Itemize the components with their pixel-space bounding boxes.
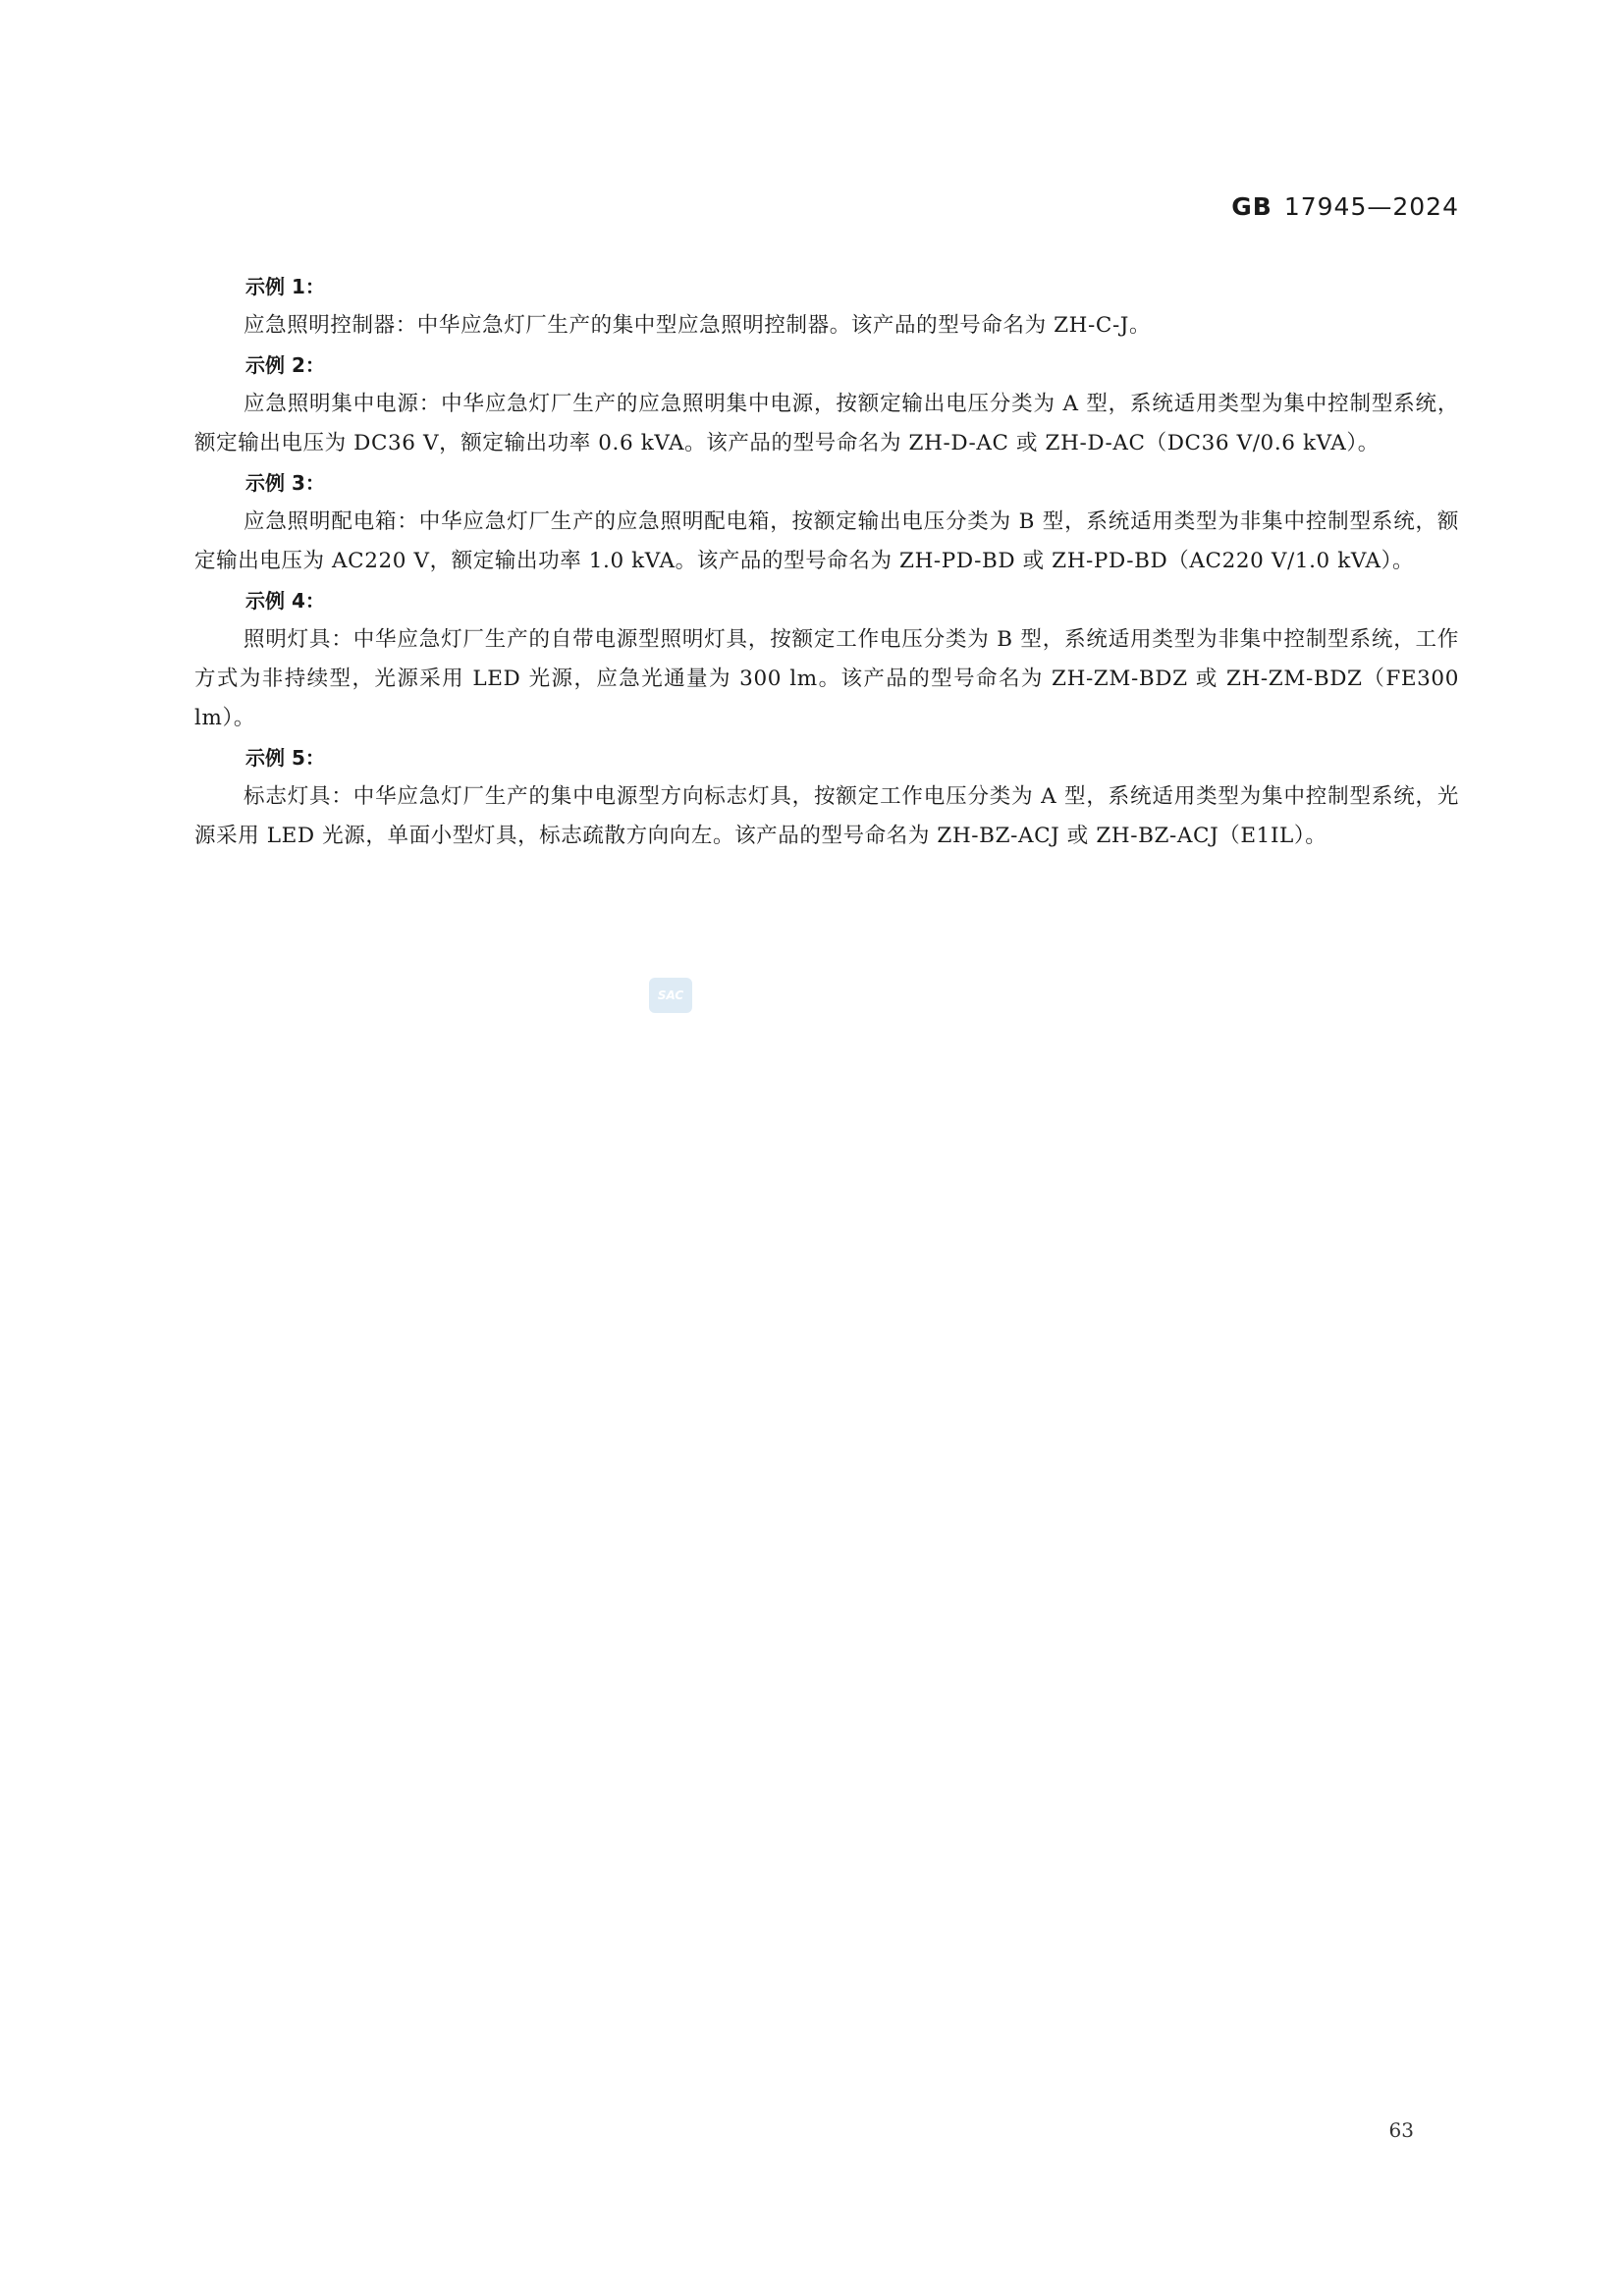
example-text: 照明灯具：中华应急灯厂生产的自带电源型照明灯具，按额定工作电压分类为 B 型，系统适用类型为非集中控制型系统，工作方式为非持续型，光源采用 LED 光源，应急光通量为 300 lm。该产品的型号命名为 ZH-ZM-BDZ 或 ZH-ZM-BDZ（FE300 lm）。 [194, 627, 1459, 730]
example-block [194, 463, 1459, 581]
example-label: 示例 5： [245, 746, 325, 770]
example-text: 应急照明配电箱：中华应急灯厂生产的应急照明配电箱，按额定输出电压分类为 B 型，系统适用类型为非集中控制型系统，额定输出电压为 AC220 V，额定输出功率 1.0 kVA。该产品的型号命名为 ZH-PD-BD 或 ZH-PD-BD（AC220 V/1.0 kVA）。 [194, 509, 1459, 573]
example-block [194, 267, 1459, 346]
example-text: 应急照明集中电源：中华应急灯厂生产的应急照明集中电源，按额定输出电压分类为 A 型，系统适用类型为集中控制型系统，额定输出电压为 DC36 V，额定输出功率 0.6 kVA。该产品的型号命名为 ZH-D-AC 或 ZH-D-AC（DC36 V/0.6 kVA）。 [194, 392, 1459, 455]
example-block [194, 581, 1459, 738]
example-label: 示例 2： [245, 353, 325, 377]
example-text: 标志灯具：中华应急灯厂生产的集中电源型方向标志灯具，按额定工作电压分类为 A 型，系统适用类型为集中控制型系统，光源采用 LED 光源，单面小型灯具，标志疏散方向向左。该产品的型号命名为 ZH-BZ-ACJ 或 ZH-BZ-ACJ（E1ⅠL）。 [194, 784, 1459, 848]
standard-number: 17945—2024 [1283, 192, 1459, 221]
page-header [1231, 192, 1459, 221]
page-number: 63 [1388, 2118, 1414, 2142]
example-block [194, 738, 1459, 856]
document-body [194, 267, 1459, 856]
example-label: 示例 3： [245, 471, 325, 495]
example-label: 示例 4： [245, 589, 325, 613]
example-label: 示例 1： [245, 275, 325, 298]
standard-prefix: GB [1231, 192, 1272, 221]
sac-watermark-logo: SAC [649, 978, 692, 1013]
example-block [194, 346, 1459, 463]
example-text: 应急照明控制器：中华应急灯厂生产的集中型应急照明控制器。该产品的型号命名为 ZH-C-J。 [244, 313, 1152, 338]
